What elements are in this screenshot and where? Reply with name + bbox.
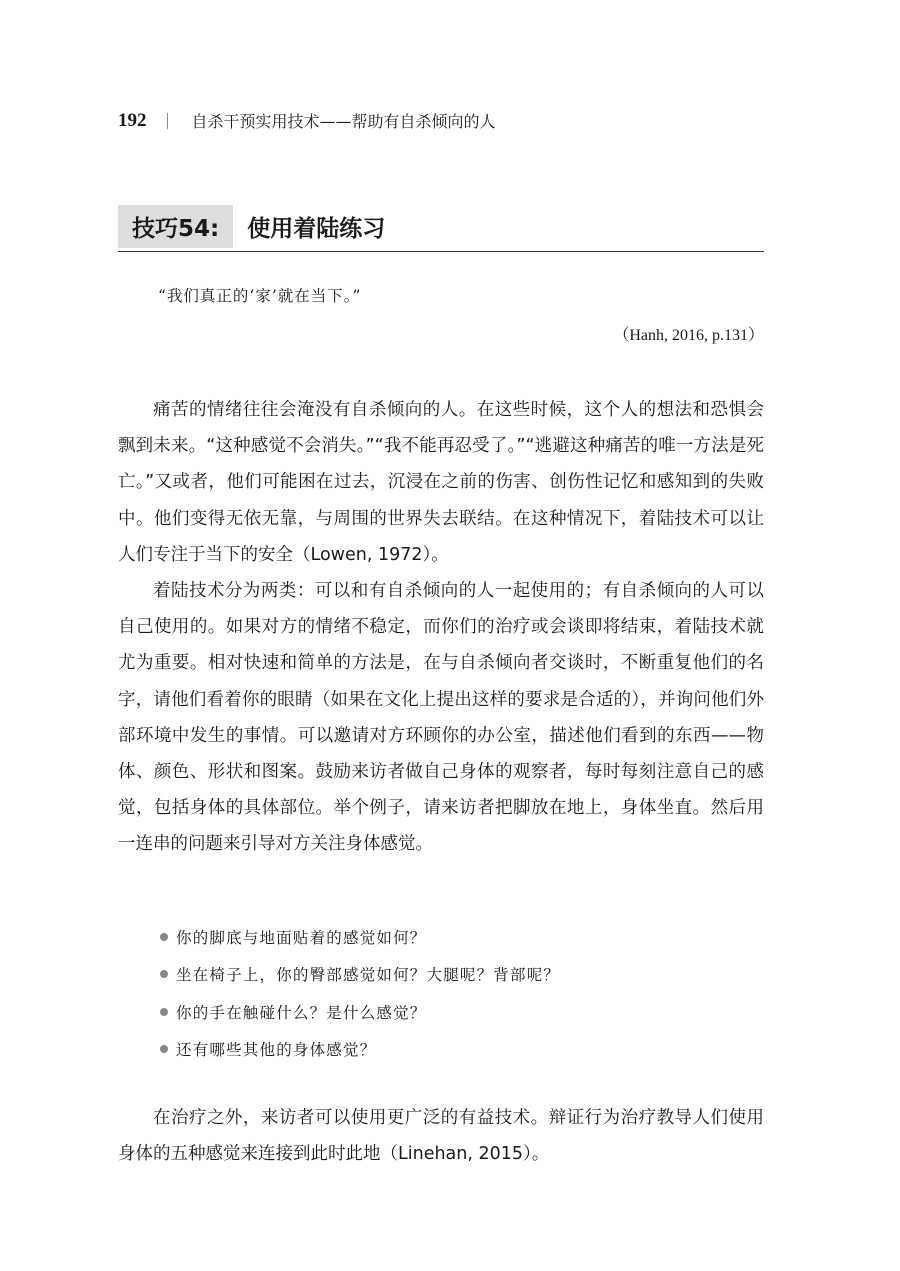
paragraph: 着陆技术分为两类：可以和有自杀倾向的人一起使用的；有自杀倾向的人可以自己使用的。如果对方的情绪不稳定，而你们的治疗或会谈即将结束，着陆技术就尤为重要。相对快速和简单的方法是，在与自杀倾向者交谈时，不断重复他们的名字，请他们看着你的眼睛（如果在文化上提出这样的要求是合适的），并询问他们外部环境中发生的事情。可以邀请对方环顾你的办公室，描述他们看到的东西——物体、颜色、形状和图案。鼓励来访者做自己身体的观察者，每时每刻注意自己的感觉，包括身体的具体部位。举个例子，请来访者把脚放在地上，身体坐直。然后用一连串的问题来引导对方关注身体感觉。 [118,581,764,855]
bullet-icon [160,933,168,941]
list-item-text: 坐在椅子上，你的臀部感觉如何？大腿呢？背部呢？ [176,966,561,985]
list-item-text: 还有哪些其他的身体感觉？ [176,1041,377,1060]
bullet-icon [160,1008,168,1016]
paragraph: 在治疗之外，来访者可以使用更广泛的有益技术。辩证行为治疗教导人们使用身体的五种感觉来连接到此时此地（Linehan, 2015）。 [118,1108,764,1165]
epigraph-quote: “我们真正的‘家’就在当下。” [158,287,362,305]
header-divider [167,113,168,129]
bullet-icon [160,970,168,978]
page-header [118,109,496,132]
technique-label: 技巧54: [118,205,233,248]
body-text [118,392,764,863]
technique-title: 使用着陆练习 [247,216,386,242]
bullet-icon [160,1045,168,1053]
closing-text [118,1100,764,1172]
list-item [160,1031,560,1069]
list-item [160,993,560,1031]
running-title: 自杀干预实用技术——帮助有自杀倾向的人 [191,112,496,131]
paragraph: 痛苦的情绪往往会淹没有自杀倾向的人。在这些时候，这个人的想法和恐惧会飘到未来。“这种感觉不会消失。”“我不能再忍受了。”“逃避这种痛苦的唯一方法是死亡。”又或者，他们可能困在过去，沉浸在之前的伤害、创伤性记忆和感知到的失败中。他们变得无依无靠，与周围的世界失去联结。在这种情况下，着陆技术可以让人们专注于当下的安全（Lowen, 1972）。 [118,400,764,565]
question-list [160,918,560,1068]
list-item-text: 你的脚底与地面贴着的感觉如何？ [176,928,427,947]
list-item [160,956,560,994]
epigraph-citation: （Hanh, 2016, p.131） [613,327,764,344]
section-heading [118,205,764,252]
page-number: 192 [118,109,147,131]
list-item [160,918,560,956]
list-item-text: 你的手在触碰什么？是什么感觉？ [176,1003,427,1022]
